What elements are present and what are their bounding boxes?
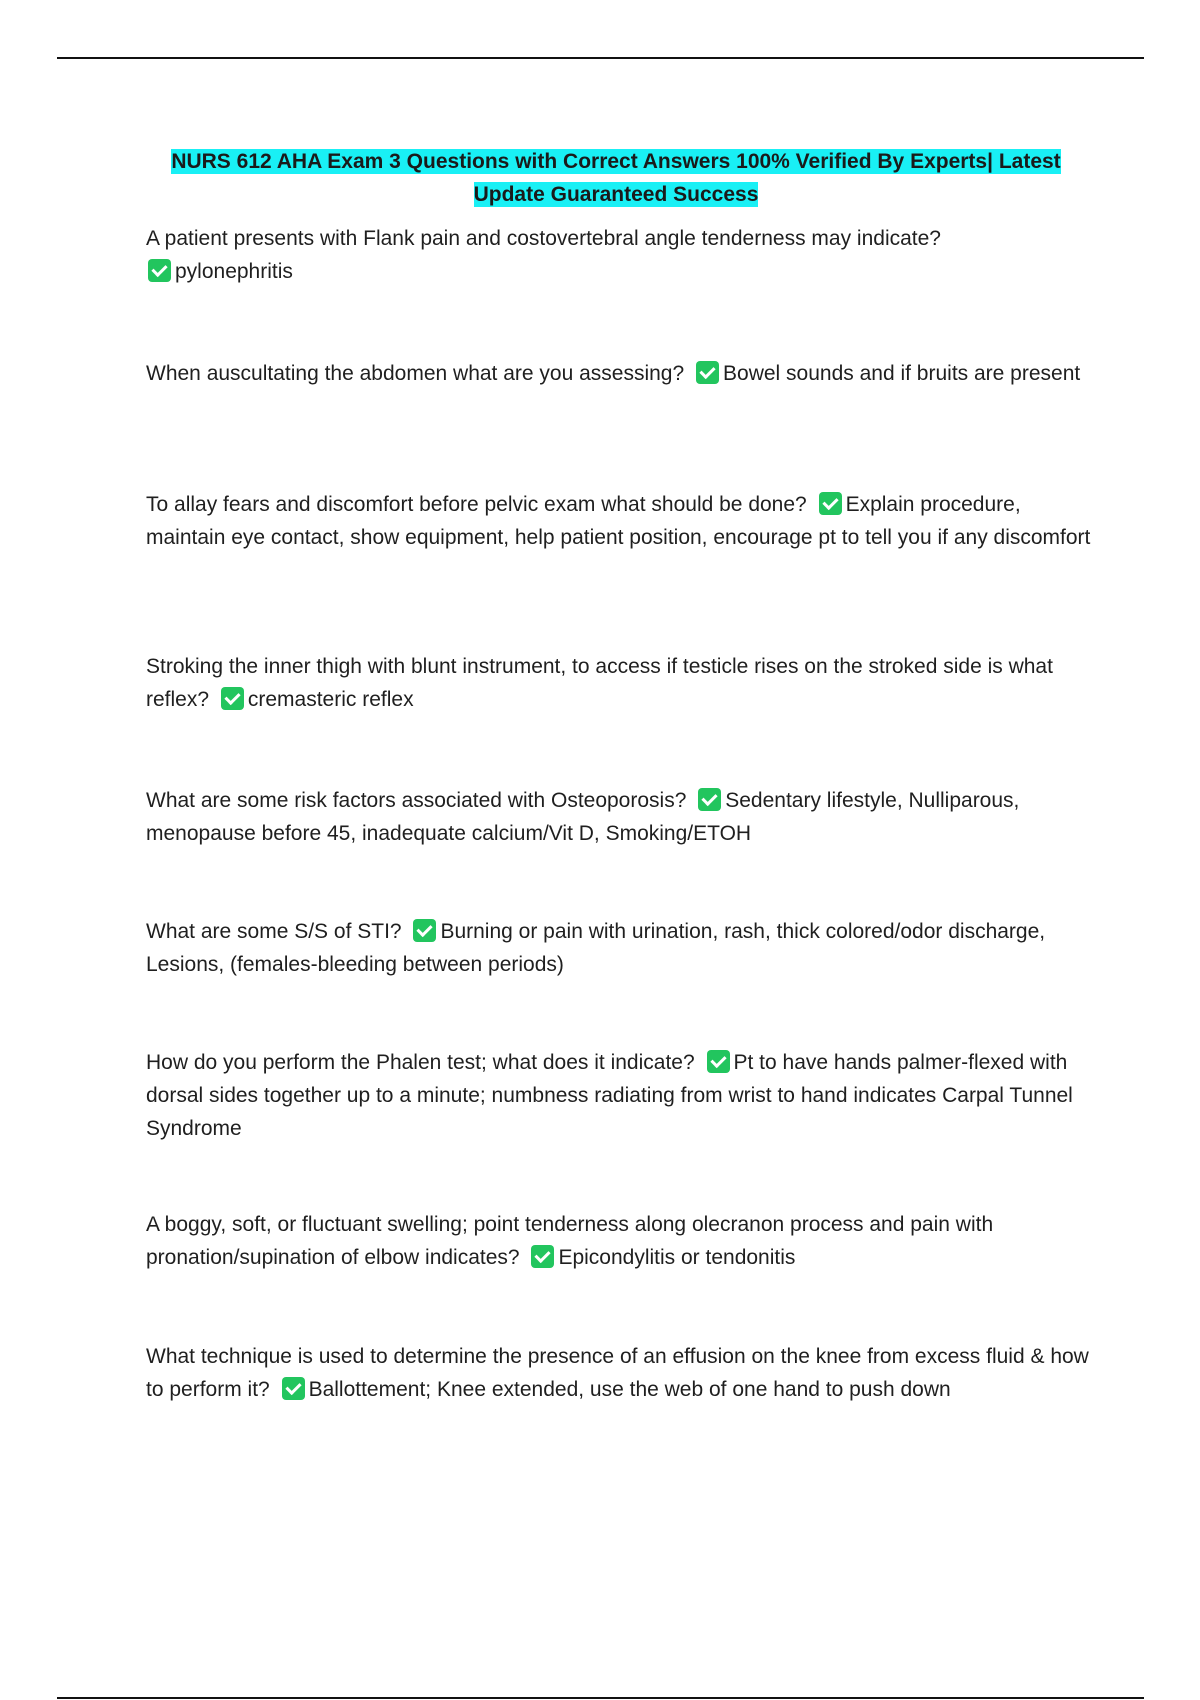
header-rule xyxy=(57,57,1144,59)
question-text: What technique is used to determine the presence of an effusion on the knee from excess fluid & how to perform it? xyxy=(146,1345,1089,1401)
qa-item xyxy=(146,1208,1091,1274)
check-icon xyxy=(698,788,721,811)
check-icon xyxy=(221,687,244,710)
check-icon xyxy=(413,919,436,942)
check-icon xyxy=(148,259,171,282)
check-icon xyxy=(282,1377,305,1400)
answer-text: Pt to have hands palmer-flexed with dorsal sides together up to a minute; numbness radiating from wrist to hand indicates Carpal Tunnel Syndrome xyxy=(146,1051,1073,1140)
question-text: What are some S/S of STI? xyxy=(146,920,402,943)
answer-text: Explain procedure, maintain eye contact, show equipment, help patient position, encourage pt to tell you if any discomfort xyxy=(146,493,1091,549)
document-title xyxy=(146,145,1086,211)
check-icon xyxy=(707,1050,730,1073)
qa-item xyxy=(146,1046,1091,1145)
qa-item xyxy=(146,488,1091,554)
question-text: How do you perform the Phalen test; what does it indicate? xyxy=(146,1051,695,1074)
footer-rule xyxy=(57,1697,1144,1699)
title-highlight: NURS 612 AHA Exam 3 Questions with Correct Answers 100% Verified By Experts| Latest Update Guaranteed Success xyxy=(171,150,1061,206)
question-text: A patient presents with Flank pain and costovertebral angle tenderness may indicate? xyxy=(146,227,941,250)
question-text: A boggy, soft, or fluctuant swelling; point tenderness along olecranon process and pain with pronation/supination of elbow indicates? xyxy=(146,1213,994,1269)
question-text: Stroking the inner thigh with blunt instrument, to access if testicle rises on the stroked side is what reflex? xyxy=(146,655,1053,711)
qa-item xyxy=(146,650,1091,716)
answer-text: Burning or pain with urination, rash, thick colored/odor discharge, Lesions, (females-bleeding between periods) xyxy=(146,920,1046,976)
question-text: What are some risk factors associated with Osteoporosis? xyxy=(146,789,687,812)
qa-item xyxy=(146,784,1091,850)
question-text: When auscultating the abdomen what are you assessing? xyxy=(146,362,685,385)
question-text: To allay fears and discomfort before pelvic exam what should be done? xyxy=(146,493,807,516)
answer-text: Ballottement; Knee extended, use the web of one hand to push down xyxy=(308,1378,951,1401)
check-icon xyxy=(531,1245,554,1268)
check-icon xyxy=(819,492,842,515)
answer-text: Sedentary lifestyle, Nulliparous, menopause before 45, inadequate calcium/Vit D, Smoking/ETOH xyxy=(146,789,1020,845)
check-icon xyxy=(696,361,719,384)
answer-text: pylonephritis xyxy=(175,260,293,283)
qa-item xyxy=(146,357,1091,390)
answer-text: Epicondylitis or tendonitis xyxy=(558,1246,796,1269)
qa-item xyxy=(146,1340,1091,1406)
answer-text: cremasteric reflex xyxy=(247,688,414,711)
qa-item xyxy=(146,222,1091,288)
answer-text: Bowel sounds and if bruits are present xyxy=(723,362,1081,385)
qa-item xyxy=(146,915,1091,981)
